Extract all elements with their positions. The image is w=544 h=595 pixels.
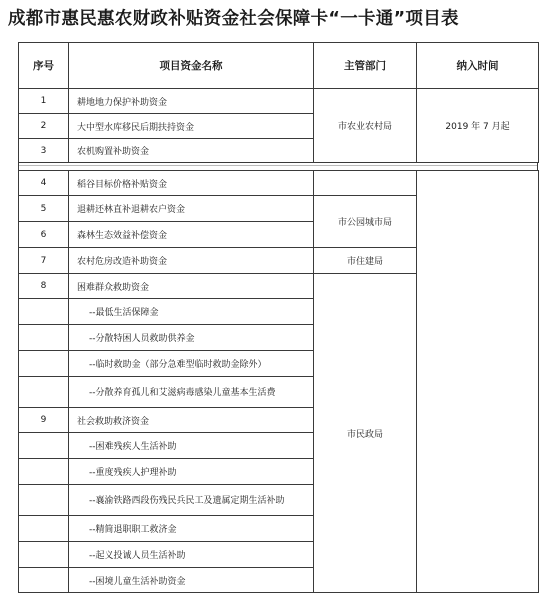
sub-project-name: --困难残疾人生活补助 xyxy=(69,433,314,459)
table-block-other xyxy=(18,170,538,595)
header-inclusion-time: 纳入时间 xyxy=(417,43,539,89)
department-agriculture: 市农业农村局 xyxy=(314,89,417,163)
serial-number: 4 xyxy=(19,171,69,196)
department-park-city: 市公园城市局 xyxy=(314,196,417,248)
header-serial-number: 序号 xyxy=(19,43,69,89)
header-department: 主管部门 xyxy=(314,43,417,89)
serial-number xyxy=(19,485,69,516)
table-block-agriculture xyxy=(18,88,538,162)
project-name: 农村危房改造补助资金 xyxy=(69,248,314,274)
serial-number xyxy=(19,542,69,568)
serial-number: 1 xyxy=(19,89,69,114)
serial-number: 7 xyxy=(19,248,69,274)
serial-number xyxy=(19,299,69,325)
table-break xyxy=(18,162,538,170)
serial-number xyxy=(19,568,69,593)
table-break-line xyxy=(19,165,537,166)
serial-number xyxy=(19,325,69,351)
project-name: 社会救助救济资金 xyxy=(69,408,314,433)
table-row xyxy=(19,171,539,196)
department-housing: 市住建局 xyxy=(314,248,417,274)
department-civil-affairs: 市民政局 xyxy=(314,274,417,593)
table-header xyxy=(18,42,538,88)
serial-number: 8 xyxy=(19,274,69,299)
header-project-name: 项目资金名称 xyxy=(69,43,314,89)
sub-project-name: --困境儿童生活补助资金 xyxy=(69,568,314,593)
serial-number: 9 xyxy=(19,408,69,433)
serial-number xyxy=(19,351,69,377)
sub-project-name: --最低生活保障金 xyxy=(69,299,314,325)
department-empty xyxy=(314,171,417,196)
sub-project-name: --精简退职职工救济金 xyxy=(69,516,314,542)
project-name: 困难群众救助资金 xyxy=(69,274,314,299)
project-name: 耕地地力保护补助资金 xyxy=(69,89,314,114)
page-title: 成都市惠民惠农财政补贴资金社会保障卡“一卡通”项目表 xyxy=(8,9,459,29)
sub-project-name: --襄渝铁路西段伤残民兵民工及遗属定期生活补助 xyxy=(69,485,314,516)
serial-number xyxy=(19,433,69,459)
project-name: 大中型水库移民后期扶持资金 xyxy=(69,114,314,139)
project-name: 森林生态效益补偿资金 xyxy=(69,222,314,248)
serial-number xyxy=(19,516,69,542)
serial-number: 5 xyxy=(19,196,69,222)
serial-number: 2 xyxy=(19,114,69,139)
sub-project-name: --临时救助金（部分急难型临时救助金除外） xyxy=(69,351,314,377)
serial-number: 3 xyxy=(19,139,69,163)
inclusion-time-empty xyxy=(417,171,539,593)
project-name: 农机购置补助资金 xyxy=(69,139,314,163)
serial-number: 6 xyxy=(19,222,69,248)
serial-number xyxy=(19,377,69,408)
project-name: 稻谷目标价格补贴资金 xyxy=(69,171,314,196)
table-row xyxy=(19,89,539,114)
serial-number xyxy=(19,459,69,485)
sub-project-name: --重度残疾人护理补助 xyxy=(69,459,314,485)
sub-project-name: --分散养育孤儿和艾滋病毒感染儿童基本生活费 xyxy=(69,377,314,408)
project-name: 退耕还林直补退耕农户资金 xyxy=(69,196,314,222)
inclusion-time: 2019 年 7 月起 xyxy=(417,89,539,163)
sub-project-name: --分散特困人员救助供养金 xyxy=(69,325,314,351)
sub-project-name: --起义投诚人员生活补助 xyxy=(69,542,314,568)
